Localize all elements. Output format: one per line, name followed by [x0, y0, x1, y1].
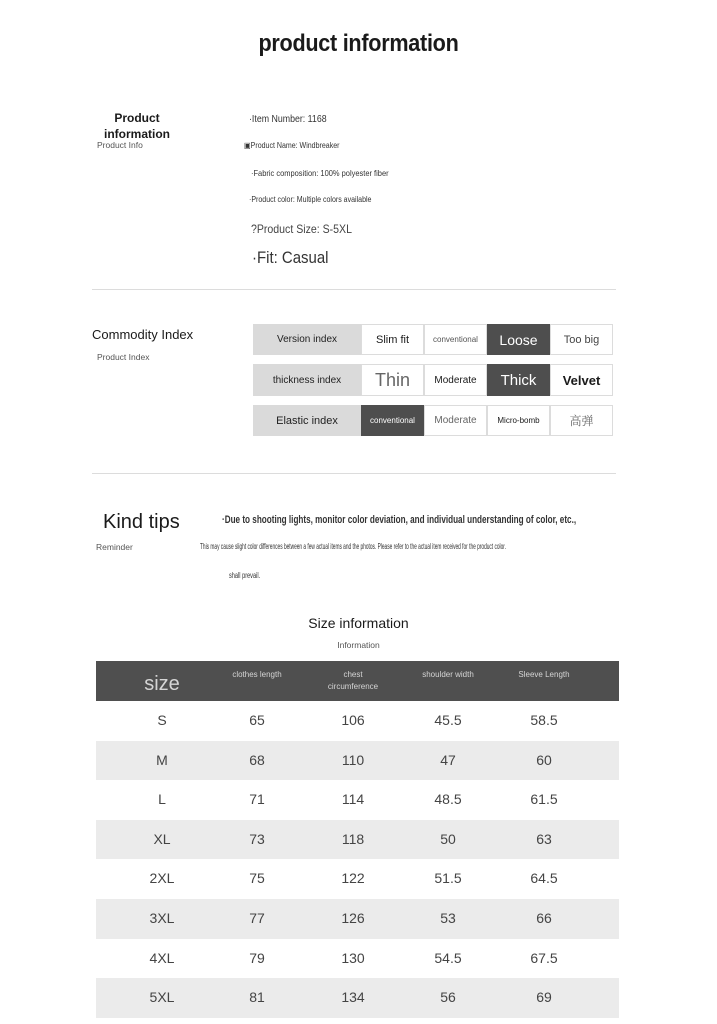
table-cell: 122	[341, 870, 365, 887]
table-cell: 53	[440, 910, 456, 926]
index-option-velvet: Velvet	[550, 364, 613, 396]
table-cell: 67.5	[530, 949, 558, 966]
table-cell: 73	[249, 830, 265, 847]
table-cell: 68	[249, 751, 265, 768]
table-cell: 5XL	[149, 989, 175, 1006]
index-option-moderate: Moderate	[424, 364, 487, 396]
table-cell: 64.5	[530, 870, 558, 887]
index-label-elastic: Elastic index	[253, 405, 361, 436]
index-option-high-elastic: 高弹	[550, 405, 613, 436]
table-cell: S	[157, 712, 167, 728]
divider	[92, 289, 616, 290]
kind-tips-line-1: ·Due to shooting lights, monitor color deviation, and individual understanding of color, etc.,	[222, 514, 577, 526]
index-option-loose: Loose	[487, 324, 550, 355]
index-label-version: Version index	[253, 324, 361, 355]
index-option-slim-fit: Slim fit	[361, 324, 424, 355]
table-cell: 58.5	[530, 712, 558, 728]
table-cell: 71	[249, 791, 265, 808]
index-option-thin: Thin	[361, 364, 424, 396]
kind-tips-line-2: This may cause slight color differences between a few actual items and the photos. Please refer to the actual item received for the product color.	[200, 542, 506, 551]
divider	[92, 473, 616, 474]
table-cell: 50	[440, 830, 456, 847]
column-header-chest: chest circumference	[327, 670, 379, 691]
index-option-conventional-elastic: conventional	[361, 405, 424, 436]
table-cell: 51.5	[434, 870, 462, 887]
table-cell: 118	[341, 830, 365, 847]
table-cell: 75	[249, 870, 265, 887]
index-option-moderate-elastic: Moderate	[424, 405, 487, 436]
commodity-index-subheading: Product Index	[97, 352, 150, 362]
info-size: ?Product Size: S-5XL	[251, 222, 352, 236]
table-cell: 2XL	[149, 870, 175, 887]
table-cell: 61.5	[530, 791, 558, 808]
table-cell: 134	[341, 989, 365, 1006]
info-item-number: ·Item Number: 1168	[249, 114, 327, 125]
table-cell: XL	[153, 830, 171, 847]
kind-tips-subheading: Reminder	[96, 542, 133, 552]
table-row	[96, 741, 619, 781]
table-row	[96, 939, 619, 979]
kind-tips-heading: Kind tips	[103, 511, 180, 533]
product-info-subheading: Product Info	[97, 140, 143, 150]
table-cell: 63	[536, 830, 552, 847]
table-cell: L	[158, 791, 166, 808]
table-cell: 130	[341, 949, 365, 966]
index-label-thickness: thickness index	[253, 364, 361, 396]
table-cell: 47	[440, 751, 456, 768]
table-cell: 48.5	[434, 791, 462, 808]
info-fit: ·Fit: Casual	[252, 248, 329, 267]
table-cell: 4XL	[149, 949, 175, 966]
table-cell: 65	[249, 712, 265, 728]
table-row	[96, 859, 619, 899]
table-row	[96, 820, 619, 860]
column-header-size: size	[144, 673, 180, 695]
table-cell: 60	[536, 751, 552, 768]
column-header-sleeve: Sleeve Length	[518, 670, 570, 679]
table-cell: 69	[536, 989, 552, 1006]
size-info-subheading: Information	[337, 640, 380, 650]
index-option-thick: Thick	[487, 364, 550, 396]
table-row	[96, 899, 619, 939]
table-cell: 45.5	[434, 712, 462, 728]
table-cell: 79	[249, 949, 265, 966]
page-title: product information	[258, 30, 459, 57]
index-option-conventional: conventional	[424, 324, 487, 355]
table-row	[96, 701, 619, 741]
table-row	[96, 780, 619, 820]
info-fabric: ·Fabric composition: 100% polyester fiber	[251, 168, 389, 178]
table-cell: 77	[249, 910, 265, 926]
table-row	[96, 978, 619, 1018]
commodity-index-heading: Commodity Index	[92, 327, 194, 342]
table-cell: 126	[341, 910, 365, 926]
column-header-shoulder: shoulder width	[422, 670, 474, 679]
table-cell: 110	[341, 751, 365, 768]
info-color: ·Product color: Multiple colors available	[249, 195, 372, 204]
size-info-heading: Size information	[308, 615, 409, 631]
table-cell: 81	[249, 989, 265, 1006]
kind-tips-line-3: shall prevail.	[229, 571, 261, 580]
table-cell: 66	[536, 910, 552, 926]
info-product-name: ▣Product Name: Windbreaker	[244, 141, 340, 150]
table-cell: 54.5	[434, 949, 462, 966]
table-cell: 3XL	[149, 910, 175, 926]
table-cell: 106	[341, 712, 365, 728]
table-cell: M	[156, 751, 168, 768]
product-info-heading: Product information	[104, 111, 170, 141]
table-cell: 114	[341, 791, 365, 808]
index-option-too-big: Too big	[550, 324, 613, 355]
table-cell: 56	[440, 989, 456, 1006]
column-header-clothes-length: clothes length	[232, 670, 282, 679]
index-option-micro-bomb: Micro-bomb	[487, 405, 550, 436]
size-table-header	[96, 661, 619, 701]
